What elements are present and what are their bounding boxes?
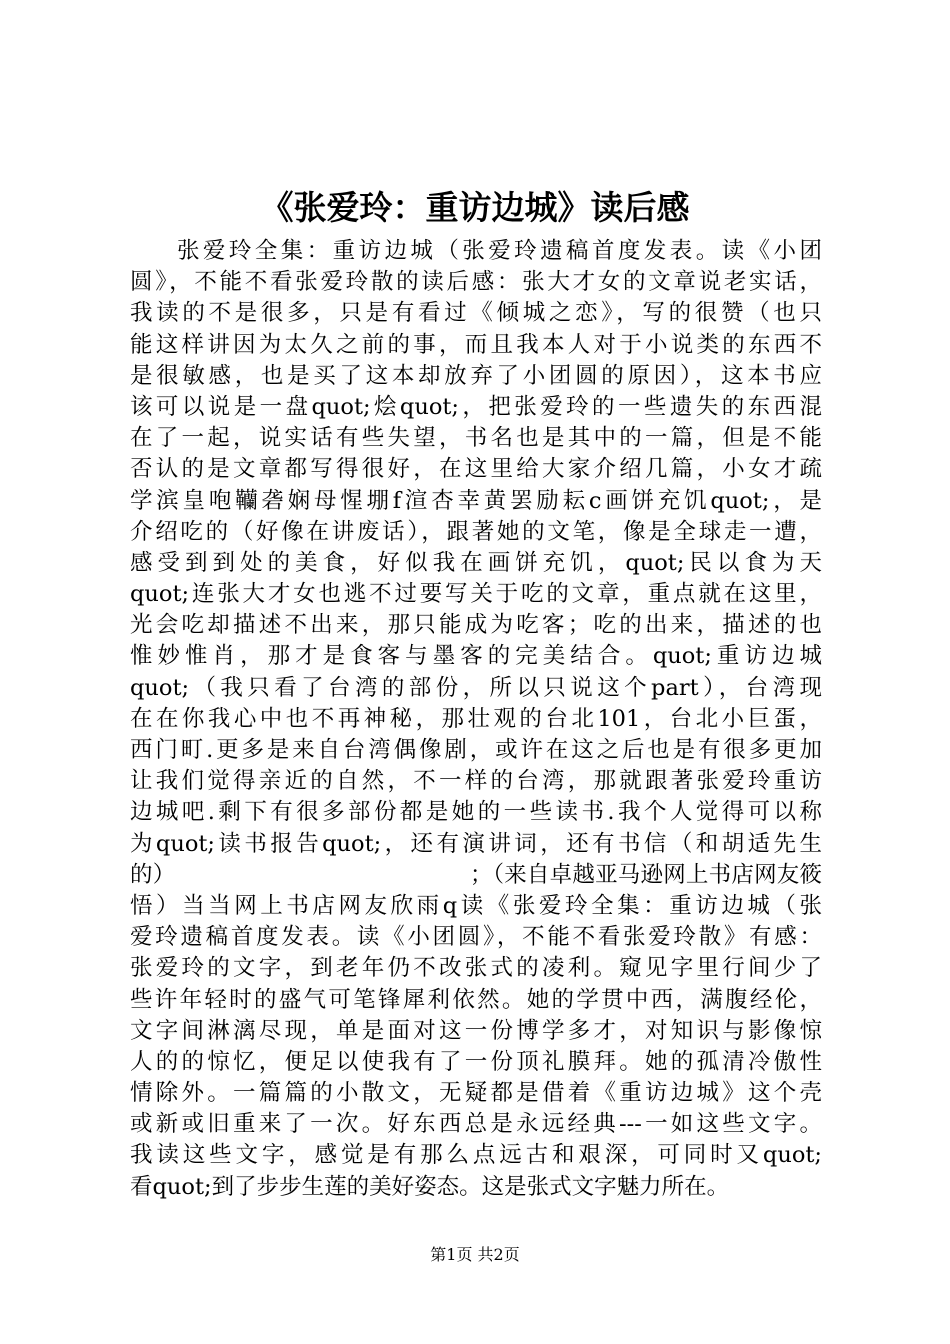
body-line: 是很敏感，也是买了这本却放弃了小团圆的原因），这本书应 xyxy=(130,362,822,389)
body-line: 在在你我心中也不再神秘，那壮观的台北101，台北小巨蛋， xyxy=(130,705,822,732)
body-line: 文字间淋漓尽现，单是面对这一份博学多才，对知识与影像惊 xyxy=(130,1017,822,1044)
body-line: 爱玲遗稿首度发表。读《小团圆》，不能不看张爱玲散》有感： xyxy=(130,924,822,951)
body-line: 光会吃却描述不出来，那只能成为吃客；吃的出来，描述的也 xyxy=(130,612,822,639)
body-line: 情除外。一篇篇的小散文，无疑都是借着《重访边城》这个壳 xyxy=(130,1080,822,1107)
document-title: 《张爱玲：重访边城》读后感 xyxy=(260,188,690,227)
body-line: 张爱玲全集：重访边城（张爱玲遗稿首度发表。读《小团 xyxy=(177,238,822,264)
body-line: 看quot;到了步步生莲的美好姿态。这是张式文字魅力所在。 xyxy=(130,1173,730,1200)
body-line: 悟）当当网上书店网友欣雨q读《张爱玲全集：重访边城（张 xyxy=(130,892,822,919)
body-line: 让我们觉得亲近的自然，不一样的台湾，那就跟著张爱玲重访 xyxy=(130,768,822,795)
body-line: 为quot;读书报告quot;，还有演讲词，还有书信（和胡适先生 xyxy=(130,830,822,857)
body-line: 人的的惊忆，便足以使我有了一份顶礼膜拜。她的孤清冷傲性 xyxy=(130,1048,822,1075)
body-line: 在了一起，说实话有些失望，书名也是其中的一篇，但是不能 xyxy=(130,425,822,452)
body-line: 能这样讲因为太久之前的事，而且我本人对于小说类的东西不 xyxy=(130,331,822,358)
body-line: 学滨皇咆韊砻娴母惺堋f渲杏幸黄罢励耘c画饼充饥quot;，是 xyxy=(130,487,822,514)
page-footer: 第1页 共2页 xyxy=(430,1245,520,1264)
body-line: quot;连张大才女也逃不过要写关于吃的文章，重点就在这里， xyxy=(130,581,822,608)
body-line: 我读的不是很多，只是有看过《倾城之恋》，写的很赞（也只 xyxy=(130,300,822,327)
document-body xyxy=(130,236,822,1203)
body-line: 否认的是文章都写得很好，在这里给大家介绍几篇，小女才疏 xyxy=(130,456,822,483)
body-line: 西门町.更多是来自台湾偶像剧，或许在这之后也是有很多更加 xyxy=(130,737,822,763)
body-line: 感受到到处的美食，好似我在画饼充饥，quot;民以食为天 xyxy=(130,549,822,576)
body-line: 介绍吃的（好像在讲废话），跟著她的文笔，像是全球走一遭， xyxy=(130,518,822,545)
body-line: quot;（我只看了台湾的部份，所以只说这个part），台湾现 xyxy=(130,674,822,701)
body-line: 我读这些文字，感觉是有那么点远古和艰深，可同时又quot; xyxy=(130,1142,822,1169)
body-line: 边城吧.剩下有很多部份都是她的一些读书.我个人觉得可以称 xyxy=(130,799,822,826)
body-line: 的） ；（来自卓越亚马逊网上书店网友筱 xyxy=(130,861,822,888)
body-line: 圆》，不能不看张爱玲散的读后感：张大才女的文章说老实话， xyxy=(130,269,822,296)
body-line: 张爱玲的文字，到老年仍不改张式的凌利。窥见字里行间少了 xyxy=(130,955,822,982)
body-line: 或新或旧重来了一次。好东西总是永远经典---一如这些文字。 xyxy=(130,1111,822,1138)
body-line: 该可以说是一盘quot;烩quot;，把张爱玲的一些遗失的东西混 xyxy=(130,393,822,420)
body-line: 些许年轻时的盛气可笔锋犀利依然。她的学贯中西，满腹经伦， xyxy=(130,986,822,1013)
body-line: 惟妙惟肖，那才是食客与墨客的完美结合。quot;重访边城 xyxy=(130,643,822,670)
